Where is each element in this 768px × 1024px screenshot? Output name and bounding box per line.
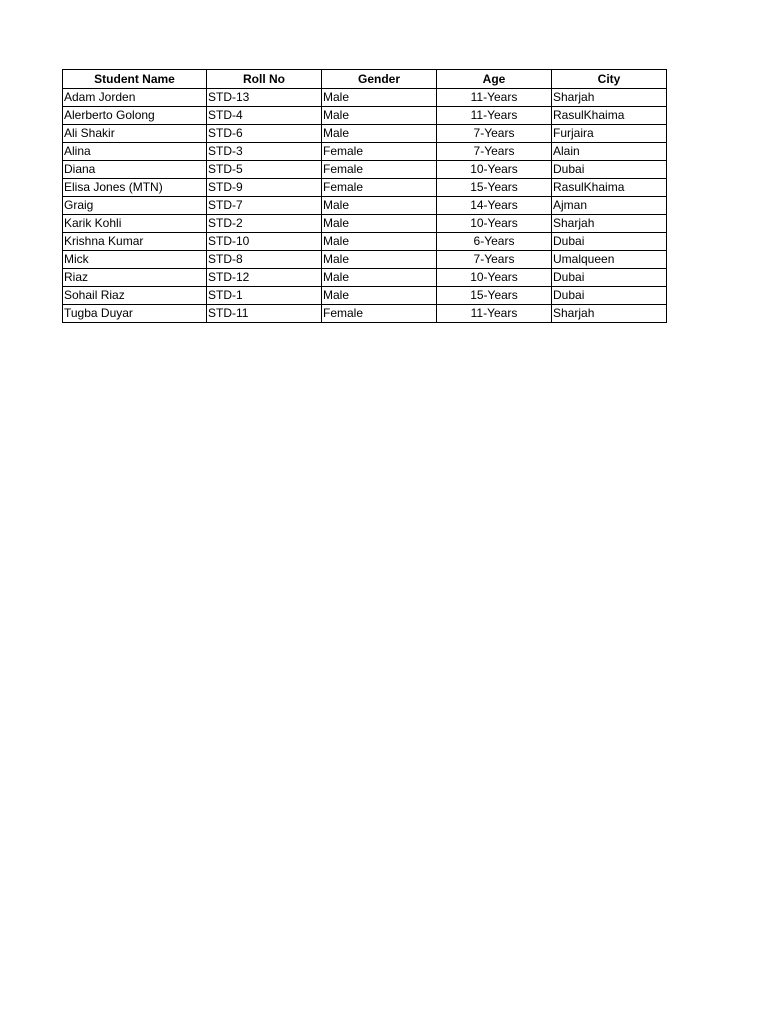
cell-roll-no: STD-6 — [207, 125, 322, 143]
header-gender: Gender — [322, 70, 437, 89]
cell-roll-no: STD-3 — [207, 143, 322, 161]
cell-city: Sharjah — [552, 89, 667, 107]
cell-gender: Male — [322, 233, 437, 251]
cell-city: RasulKhaima — [552, 107, 667, 125]
table-row — [63, 125, 667, 143]
cell-student-name: Karik Kohli — [63, 215, 207, 233]
cell-student-name: Graig — [63, 197, 207, 215]
header-age: Age — [437, 70, 552, 89]
header-roll-no: Roll No — [207, 70, 322, 89]
table-row — [63, 269, 667, 287]
cell-city: Dubai — [552, 287, 667, 305]
table-row — [63, 179, 667, 197]
cell-gender: Female — [322, 161, 437, 179]
cell-roll-no: STD-2 — [207, 215, 322, 233]
cell-student-name: Sohail Riaz — [63, 287, 207, 305]
cell-student-name: Tugba Duyar — [63, 305, 207, 323]
cell-city: Dubai — [552, 161, 667, 179]
cell-roll-no: STD-8 — [207, 251, 322, 269]
cell-age: 7-Years — [437, 143, 552, 161]
cell-student-name: Riaz — [63, 269, 207, 287]
cell-gender: Male — [322, 251, 437, 269]
table-row — [63, 215, 667, 233]
cell-age: 11-Years — [437, 107, 552, 125]
cell-roll-no: STD-13 — [207, 89, 322, 107]
table-row — [63, 143, 667, 161]
table-row — [63, 233, 667, 251]
cell-city: Sharjah — [552, 305, 667, 323]
cell-gender: Male — [322, 89, 437, 107]
cell-roll-no: STD-7 — [207, 197, 322, 215]
cell-roll-no: STD-10 — [207, 233, 322, 251]
cell-roll-no: STD-5 — [207, 161, 322, 179]
cell-student-name: Adam Jorden — [63, 89, 207, 107]
cell-age: 11-Years — [437, 305, 552, 323]
cell-gender: Male — [322, 125, 437, 143]
cell-city: Dubai — [552, 233, 667, 251]
cell-age: 6-Years — [437, 233, 552, 251]
cell-age: 11-Years — [437, 89, 552, 107]
cell-gender: Female — [322, 143, 437, 161]
cell-student-name: Elisa Jones (MTN) — [63, 179, 207, 197]
cell-age: 10-Years — [437, 269, 552, 287]
cell-city: Ajman — [552, 197, 667, 215]
cell-age: 15-Years — [437, 179, 552, 197]
cell-roll-no: STD-9 — [207, 179, 322, 197]
cell-gender: Male — [322, 107, 437, 125]
table-row — [63, 107, 667, 125]
header-city: City — [552, 70, 667, 89]
cell-gender: Female — [322, 179, 437, 197]
cell-gender: Male — [322, 197, 437, 215]
cell-age: 7-Years — [437, 125, 552, 143]
cell-roll-no: STD-4 — [207, 107, 322, 125]
cell-city: RasulKhaima — [552, 179, 667, 197]
cell-gender: Male — [322, 287, 437, 305]
cell-student-name: Diana — [63, 161, 207, 179]
cell-city: Dubai — [552, 269, 667, 287]
cell-roll-no: STD-1 — [207, 287, 322, 305]
cell-age: 14-Years — [437, 197, 552, 215]
cell-student-name: Krishna Kumar — [63, 233, 207, 251]
table-row — [63, 161, 667, 179]
cell-student-name: Alina — [63, 143, 207, 161]
cell-age: 15-Years — [437, 287, 552, 305]
table-row — [63, 197, 667, 215]
cell-city: Furjaira — [552, 125, 667, 143]
cell-gender: Female — [322, 305, 437, 323]
cell-roll-no: STD-12 — [207, 269, 322, 287]
cell-age: 10-Years — [437, 161, 552, 179]
header-student-name: Student Name — [63, 70, 207, 89]
cell-student-name: Alerberto Golong — [63, 107, 207, 125]
cell-student-name: Ali Shakir — [63, 125, 207, 143]
table-row — [63, 89, 667, 107]
table-row — [63, 251, 667, 269]
cell-gender: Male — [322, 215, 437, 233]
cell-city: Umalqueen — [552, 251, 667, 269]
student-table — [62, 69, 667, 323]
cell-city: Alain — [552, 143, 667, 161]
cell-city: Sharjah — [552, 215, 667, 233]
student-table-sheet — [62, 69, 666, 323]
cell-age: 7-Years — [437, 251, 552, 269]
cell-roll-no: STD-11 — [207, 305, 322, 323]
table-row — [63, 305, 667, 323]
cell-age: 10-Years — [437, 215, 552, 233]
cell-gender: Male — [322, 269, 437, 287]
table-row — [63, 287, 667, 305]
cell-student-name: Mick — [63, 251, 207, 269]
table-header-row — [63, 70, 667, 89]
